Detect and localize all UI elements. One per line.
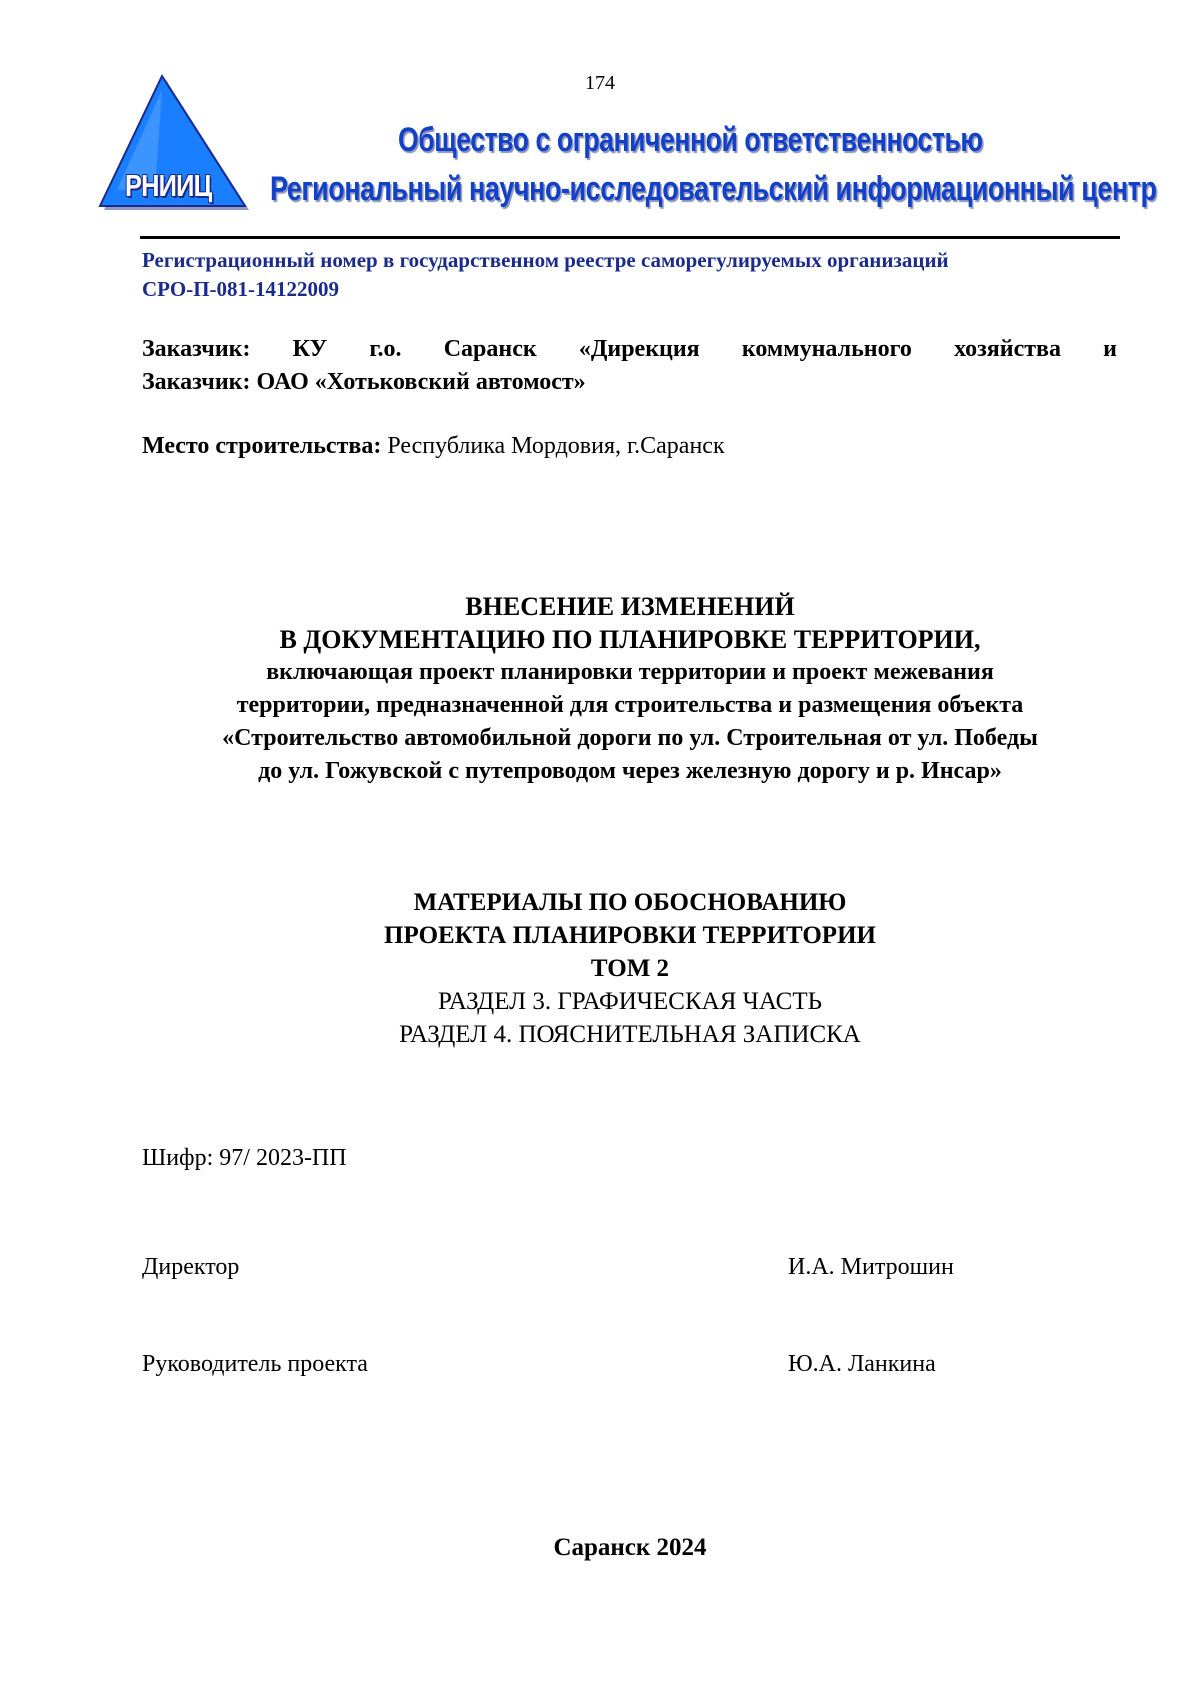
customer-word: и	[1103, 336, 1117, 362]
title-line: ВНЕСЕНИЕ ИЗМЕНЕНИЙ	[465, 592, 795, 621]
document-cipher: Шифр: 97/ 2023-ПП	[142, 1145, 347, 1171]
construction-place-value: Республика Мордовия, г.Саранск	[387, 433, 725, 459]
organization-type: Общество с ограниченной ответственностью	[398, 121, 983, 159]
customer-line-1	[142, 333, 1117, 366]
title-line: включающая проект планировки территории и проект межевания	[266, 659, 994, 685]
customer-word: КУ	[292, 336, 328, 362]
construction-place	[142, 430, 725, 463]
organization-name: Региональный научно-исследовательский информационный центр	[270, 170, 1157, 208]
registration-number: СРО-П-081-14122009	[142, 277, 340, 301]
customer-word: Саранск	[443, 336, 537, 362]
logo-text: РНИИЦ	[125, 168, 212, 203]
registration-label: Регистрационный номер в государственном реестре саморегулируемых организаций	[142, 248, 949, 272]
header-divider	[140, 236, 1120, 239]
registration-info	[142, 246, 1142, 304]
customer-word: коммунального	[741, 336, 912, 362]
signature-name: И.А. Митрошин	[788, 1254, 954, 1280]
signature-role: Руководитель проекта	[142, 1351, 368, 1377]
customer-line-2: Заказчик: ОАО «Хотьковский автомост»	[142, 369, 586, 395]
city-year: Саранск 2024	[553, 1534, 707, 1561]
customer-word: г.о.	[369, 336, 402, 362]
document-title	[100, 590, 1160, 788]
materials-title: МАТЕРИАЛЫ ПО ОБОСНОВАНИЮ	[413, 889, 847, 916]
customer-block	[142, 333, 1117, 399]
construction-place-label: Место строительства:	[142, 433, 382, 459]
customer-word: хозяйства	[954, 336, 1062, 362]
materials-block	[100, 886, 1160, 1051]
page-number: 174	[585, 72, 615, 94]
signature-name: Ю.А. Ланкина	[788, 1351, 936, 1377]
title-line: до ул. Гожувской с путепроводом через железную дорогу и р. Инсар»	[258, 758, 1002, 784]
signature-role: Директор	[142, 1254, 240, 1280]
customer-word: Заказчик:	[142, 336, 251, 362]
company-logo	[95, 72, 255, 212]
title-line: территории, предназначенной для строительства и размещения объекта	[236, 692, 1024, 718]
materials-title: ПРОЕКТА ПЛАНИРОВКИ ТЕРРИТОРИИ	[384, 922, 876, 949]
section-label: РАЗДЕЛ 3. ГРАФИЧЕСКАЯ ЧАСТЬ	[438, 988, 822, 1015]
section-label: РАЗДЕЛ 4. ПОЯСНИТЕЛЬНАЯ ЗАПИСКА	[399, 1021, 861, 1048]
customer-word: «Дирекция	[578, 336, 700, 362]
title-line: В ДОКУМЕНТАЦИЮ ПО ПЛАНИРОВКЕ ТЕРРИТОРИИ,	[279, 625, 981, 654]
volume-label: ТОМ 2	[590, 955, 670, 982]
title-line: «Строительство автомобильной дороги по ул. Строительная от ул. Победы	[222, 725, 1038, 751]
